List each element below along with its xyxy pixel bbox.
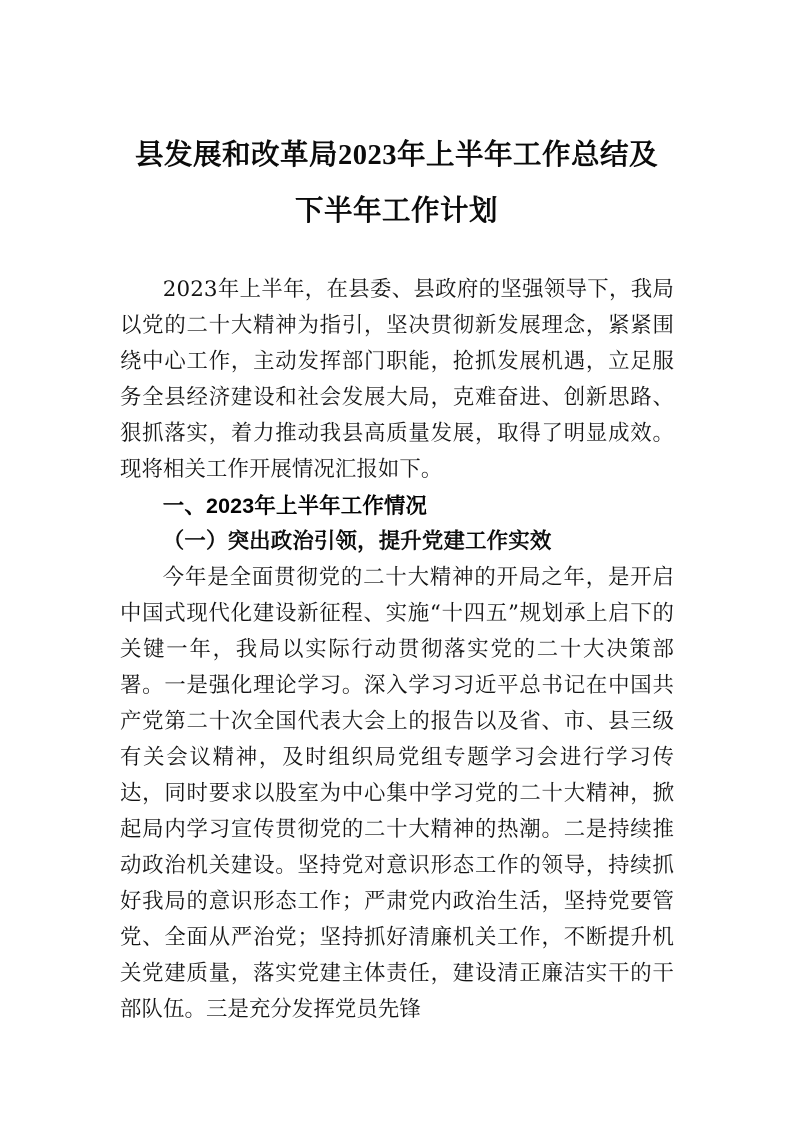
paragraph-section-one-body: 今年是全面贯彻党的二十大精神的开局之年，是开启中国式现代化建设新征程、实施“十四五”规划承上启下的关键一年，我局以实际行动贯彻落实党的二十大决策部署。一是强化理论学习。深入学习习近平总书记在中国共产党第二十次全国代表大会上的报告以及省、市、县三级有关会议精神，及时组织局党组专题学习会进行学习传达，同时要求以股室为中心集中学习党的二十大精神，掀起局内学习宣传贯彻党的二十大精神的热潮。二是持续推动政治机关建设。坚持党对意识形态工作的领导，持续抓好我局的意识形态工作；严肃党内政治生活，坚持党要管党、全面从严治党；坚持抓好清廉机关工作，不断提升机关党建质量，落实党建主体责任，建设清正廉洁实干的干部队伍。三是充分发挥党员先锋: [120, 565, 674, 1022]
section-heading-level-2: （一）突出政治引领，提升党建工作实效: [162, 529, 552, 554]
page-title: [110, 128, 683, 240]
paragraph-intro: 2023年上半年，在县委、县政府的坚强领导下，我局以党的二十大精神为指引，坚决贯彻新发展理念，紧紧围绕中心工作，主动发挥部门职能，抢抓发展机遇，立足服务全县经济建设和社会发展大局，克难奋进、创新思路、狠抓落实，着力推动我县高质量发展，取得了明显成效。现将相关工作开展情况汇报如下。: [120, 277, 674, 482]
page-title-line-2: 下半年工作计划: [294, 196, 498, 227]
section-heading-level-1: 一、2023年上半年工作情况: [162, 494, 428, 518]
document-body: [120, 272, 674, 1028]
page-title-line-1: 县发展和改革局2023年上半年工作总结及: [134, 140, 658, 171]
